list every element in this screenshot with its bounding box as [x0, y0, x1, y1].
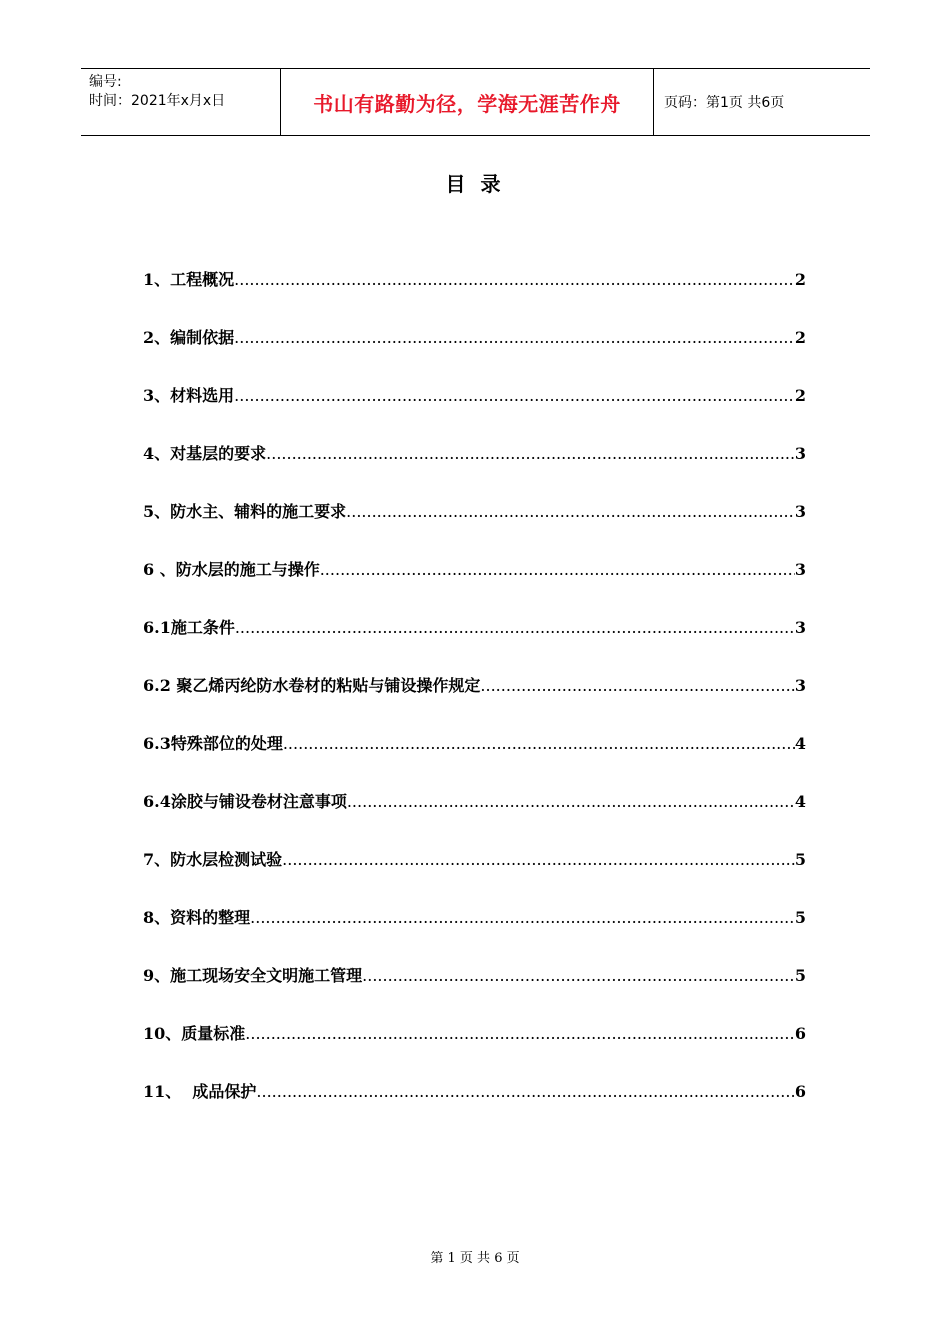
- toc-leader-dots: [234, 386, 795, 405]
- toc-entry-label: 6.3特殊部位的处理: [143, 734, 283, 753]
- header-number: 编号:: [89, 74, 122, 90]
- toc-entry[interactable]: [143, 847, 806, 905]
- toc-entry-page: 4: [794, 792, 806, 811]
- toc-entry[interactable]: [143, 673, 806, 731]
- toc-entry-label: 6.1施工条件: [143, 618, 235, 637]
- toc-entry-page: 4: [794, 734, 806, 753]
- toc-leader-dots: [320, 560, 795, 579]
- toc-entry-label: 5、防水主、辅料的施工要求: [143, 502, 347, 521]
- toc-entry-label: 11、 成品保护: [143, 1082, 257, 1101]
- toc-entry[interactable]: [143, 963, 806, 1021]
- header-page-text: 页码：第1页 共6页: [664, 95, 785, 111]
- page-header: [81, 68, 870, 136]
- toc-entry[interactable]: [143, 441, 806, 499]
- toc-entry[interactable]: [143, 615, 806, 673]
- page-footer: 第 1 页 共 6 页: [430, 1251, 520, 1266]
- toc-entry[interactable]: [143, 905, 806, 963]
- toc-leader-dots: [234, 328, 795, 347]
- toc-entry-page: 6: [794, 1082, 806, 1101]
- toc-entry-page: 5: [794, 908, 806, 927]
- toc-entry-page: 3: [794, 618, 806, 637]
- toc-entry[interactable]: [143, 383, 806, 441]
- toc-entry-page: 2: [794, 270, 806, 289]
- toc-leader-dots: [282, 850, 795, 869]
- toc-entry-label: 6.4涂胶与铺设卷材注意事项: [143, 792, 347, 811]
- toc-entry[interactable]: [143, 1079, 806, 1137]
- toc-entry-page: 5: [794, 850, 806, 869]
- toc-entry-label: 8、资料的整理: [143, 908, 251, 927]
- toc-entry-page: 3: [794, 444, 806, 463]
- toc-entry-page: 3: [794, 502, 806, 521]
- header-meta: [81, 69, 281, 135]
- toc-entry-page: 2: [794, 386, 806, 405]
- toc-entry[interactable]: [143, 325, 806, 383]
- toc-entry-label: 1、工程概况: [143, 270, 235, 289]
- toc-leader-dots: [362, 966, 795, 985]
- toc-entry-label: 2、编制依据: [143, 328, 235, 347]
- toc-leader-dots: [347, 792, 795, 811]
- toc-entry[interactable]: [143, 557, 806, 615]
- toc-entry[interactable]: [143, 731, 806, 789]
- toc-leader-dots: [480, 676, 794, 695]
- toc-entry-label: 7、防水层检测试验: [143, 850, 283, 869]
- toc-leader-dots: [245, 1024, 795, 1043]
- toc-leader-dots: [235, 618, 795, 637]
- toc-entry-page: 2: [794, 328, 806, 347]
- toc-entry-label: 9、施工现场安全文明施工管理: [143, 966, 363, 985]
- document-title: 目 录: [445, 172, 505, 196]
- toc-entry-page: 3: [794, 560, 806, 579]
- toc-entry-label: 6.2 聚乙烯丙纶防水卷材的粘贴与铺设操作规定: [143, 676, 481, 695]
- header-time: 时间：2021年x月x日: [89, 93, 226, 109]
- header-motto: 书山有路勤为径，学海无涯苦作舟: [313, 91, 621, 116]
- toc-leader-dots: [283, 734, 795, 753]
- header-page-info: [654, 69, 870, 135]
- toc-entry-label: 4、对基层的要求: [143, 444, 267, 463]
- toc-leader-dots: [266, 444, 795, 463]
- toc-leader-dots: [250, 908, 795, 927]
- toc-entry-label: 10、质量标准: [143, 1024, 246, 1043]
- header-motto-cell: [281, 69, 654, 135]
- toc-entry[interactable]: [143, 499, 806, 557]
- toc-entry-page: 3: [794, 676, 806, 695]
- table-of-contents: [143, 267, 806, 1137]
- toc-entry-page: 6: [794, 1024, 806, 1043]
- toc-entry[interactable]: [143, 267, 806, 325]
- toc-entry-label: 6 、防水层的施工与操作: [143, 560, 320, 579]
- toc-entry-page: 5: [794, 966, 806, 985]
- toc-entry[interactable]: [143, 789, 806, 847]
- toc-leader-dots: [234, 270, 795, 289]
- toc-entry-label: 3、材料选用: [143, 386, 235, 405]
- toc-entry[interactable]: [143, 1021, 806, 1079]
- toc-leader-dots: [256, 1082, 794, 1101]
- toc-leader-dots: [346, 502, 795, 521]
